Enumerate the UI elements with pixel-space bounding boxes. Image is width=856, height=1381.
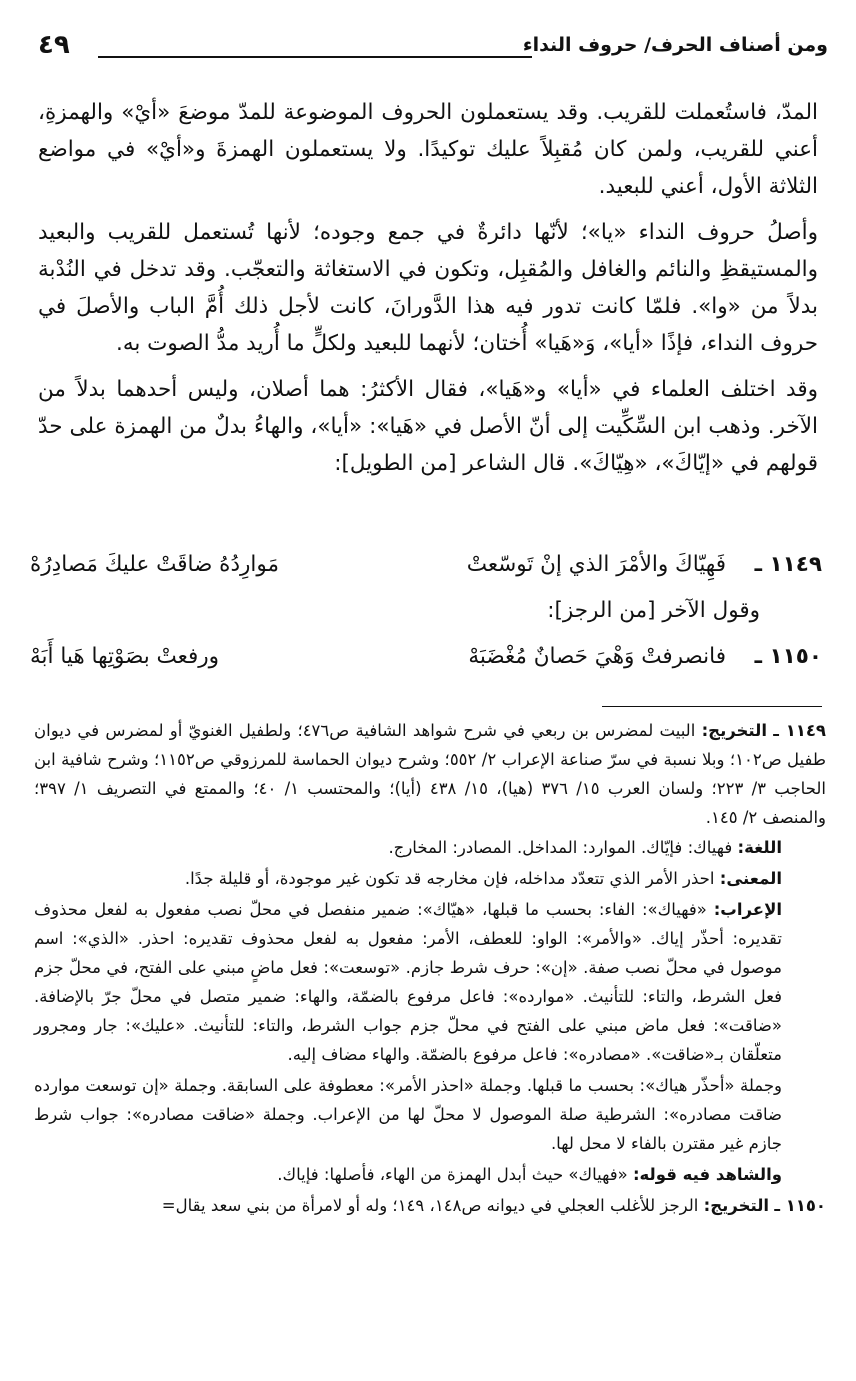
footnote-text: فهياك: فإيّاك. الموارد: المداخل. المصادر: المخارج. [388, 838, 733, 857]
footnote-1149-takhrij [34, 716, 826, 832]
main-text [38, 94, 818, 491]
footnote-1149-details [34, 833, 826, 1189]
footnote-shahid [34, 1160, 782, 1189]
footnote-text: وجملة «أحذّر هياك»: بحسب ما قبلها. وجملة «احذر الأمر»: معطوفة على السابقة. وجملة «إن توسعت موارده ضاقت مصادره»: الشرطية صلة الموصول لا محلّ لها من الإعراب. وجملة «ضاقت مصادره»: جواب شرط جازم غير مقترن بالفاء لا محل لها. [34, 1076, 782, 1153]
footnote-1150-takhrij [34, 1191, 826, 1220]
verse-number: ١١٥٠ ـ [754, 644, 822, 669]
verse-number: ١١٤٩ ـ [754, 552, 822, 577]
page-number: ٤٩ [38, 30, 70, 60]
footnote-label: التخريج: [701, 721, 768, 740]
header-rule [98, 56, 532, 58]
poetry-verse [30, 552, 822, 592]
paragraph: وأصلُ حروف النداء «يا»؛ لأنّها دائرةٌ في جمع وجوده؛ لأنها تُستعمل للقريب والبعيد والمستيقظِ والنائم والغافل والمُقبِل، وتكون في الاستغاثة والتعجّب. وقد تدخل في النُدْبة بدلاً من «وا». فلمّا كانت تدور فيه هذا الدَّورانَ، كانت لأجل ذلك أُمَّ الباب والأصلَ في حروف النداء، فإذًا «أيا»، وَ«هَيا» أُختان؛ لأنهما للبعيد ولكلٍّ ما أُريد مدُّ الصوت به. [38, 220, 818, 356]
verse-first-hemistich: فَهِيّاكَ والأمْرَ الذي إنْ تَوسّعتْ [466, 552, 726, 577]
footnote-text: احذر الأمر الذي تتعدّد مداخله، فإن مخارجه قد تكون غير موجودة، أو قليلة جدًا. [184, 869, 715, 888]
footnote-number: ١١٥٠ ـ [774, 1196, 826, 1215]
footnote-maana [34, 864, 782, 893]
footnote-lugha [34, 833, 782, 862]
footnote-label: التخريج: [703, 1196, 770, 1215]
footnote-label: اللغة: [737, 838, 782, 857]
footnote-jumal [34, 1071, 782, 1158]
footnote-text: البيت لمضرس بن ربعي في شرح شواهد الشافية ص٤٧٦؛ ولطفيل الغنويّ أو لمضرس في ديوان طفيل ص١٠٢؛ وبلا نسبة في سرّ صناعة الإعراب ٢/ ٥٥٢؛ وشرح ديوان الحماسة للمرزوقي ص١١٥٢؛ وشرح شافية ابن الحاجب ٣/ ٢٢٣؛ ولسان العرب ١٥/ ٣٧٦ (هيا)، ١٥/ ٤٣٨ (أيا)؛ والمحتسب ١/ ٤٠؛ والممتع في التصريف ١/ ٣٩٧؛ والمنصف ٢/ ١٤٥. [34, 721, 826, 827]
verse-second-hemistich: ورفعتْ بصَوْتِها هَيا أَبَهْ [30, 644, 220, 669]
footnote-label: الإعراب: [713, 900, 783, 919]
footnote-label: والشاهد فيه قوله: [632, 1165, 782, 1184]
verse-intro: وقول الآخر [من الرجز]: [547, 598, 760, 623]
footnote-number: ١١٤٩ ـ [773, 721, 827, 740]
footnote-separator [602, 706, 822, 707]
footnote-text: الرجز للأغلب العجلي في ديوانه ص١٤٨، ١٤٩؛ وله أو لامرأة من بني سعد يقال= [161, 1196, 699, 1215]
running-title: ومن أصناف الحرف/ حروف النداء [522, 34, 828, 56]
verse-first-hemistich: فانصرفتْ وَهْيَ حَصانٌ مُغْضَبَهْ [468, 644, 726, 669]
verse-second-hemistich: مَوارِدُهُ ضاقَتْ عليكَ مَصادِرُهْ [30, 552, 280, 577]
footnote-irab [34, 895, 782, 1069]
paragraph: وقد اختلف العلماء في «أيا» و«هَيا»، فقال الأكثرُ: هما أصلان، وليس أحدهما بدلاً من الآخر. وذهب ابن السِّكِّيت إلى أنّ الأصل في «هَيا»: «أيا»، والهاءُ بدلٌ من الهمزة على حدّ قولهم في «إيّاكَ»، «هِيّاكَ». قال الشاعر [من الطويل]: [38, 377, 818, 476]
footnotes [34, 716, 826, 1221]
poetry-verse [30, 644, 822, 684]
footnote-text: «فهياك» حيث أبدل الهمزة من الهاء، فأصلها: فإياك. [277, 1165, 628, 1184]
footnote-text: «فهياك»: الفاء: بحسب ما قبلها، «هيّاك»: ضمير منفصل في محلّ نصب مفعول به لفعل محذوف تقديره: أحذّر إياك. «والأمر»: الواو: للعطف، الأمر: مفعول به لفعل محذوف تقديره: احذر. «الذي»: اسم موصول في محلّ نصب صفة. «إن»: حرف شرط جازم. «توسعت»: فعل ماضٍ مبني على الفتح، في محلّ جزم فعل الشرط، والتاء: للتأنيث. «موارده»: فاعل مرفوع بالضمّة، والهاء: ضمير متصل في محلّ جرّ بالإضافة. «ضاقت»: فعل ماض مبني على الفتح في محلّ جزم جواب الشرط، والتاء: للتأنيث. «عليك»: جار ومجرور متعلّقان بـ«ضاقت». «مصادره»: فاعل مرفوع بالضمّة. والهاء مضاف إليه. [34, 900, 782, 1064]
page-header [38, 32, 828, 66]
paragraph: المدّ، فاستُعملت للقريب. وقد يستعملون الحروف الموضوعة للمدّ موضعَ «أيْ» والهمزةِ، أعني للقريب، ولمن كان مُقبِلاً عليك توكيدًا. ولا يستعملون الهمزةَ و«أيْ» في مواضع الثلاثة الأول، أعني للبعيد. [38, 100, 818, 199]
footnote-label: المعنى: [719, 869, 782, 888]
